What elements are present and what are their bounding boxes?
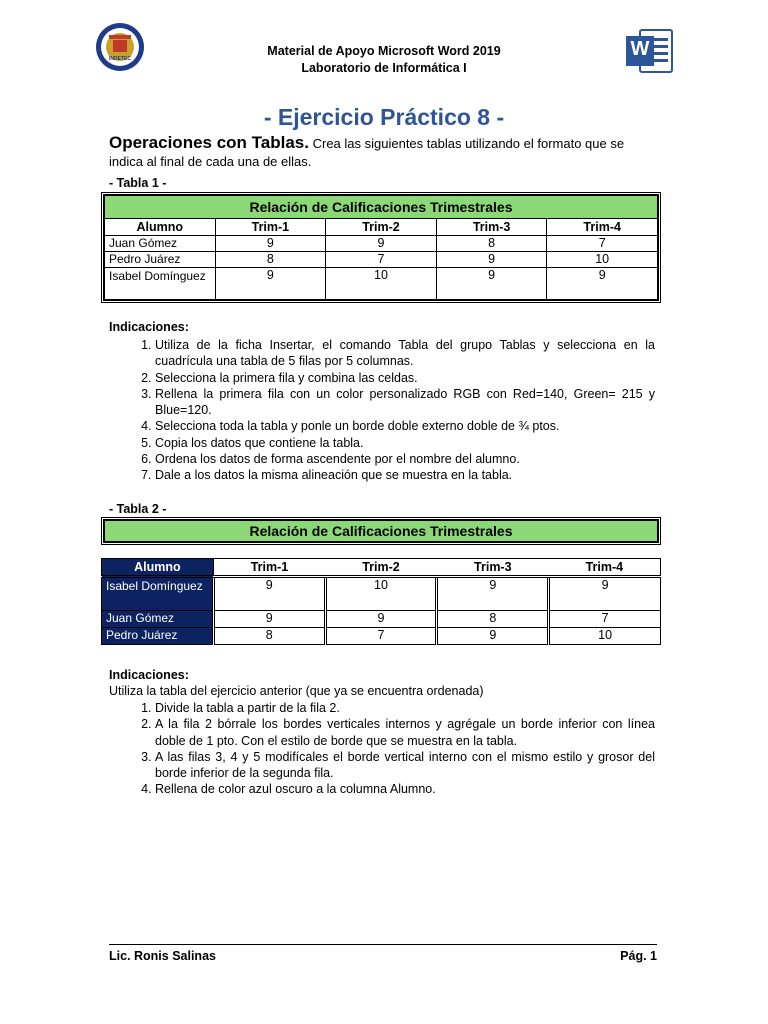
list-item: 2. A la fila 2 bórrale los bordes verticales internos y agrégale un borde inferior con línea doble de 1 pto. Con el estilo de borde que se muestra en la tabla. bbox=[155, 716, 655, 749]
list-item: 4. Rellena de color azul oscuro a la columna Alumno. bbox=[155, 781, 655, 797]
list-item: 6. Ordena los datos de forma ascendente por el nombre del alumno. bbox=[155, 451, 655, 467]
list-item: 3. A las filas 3, 4 y 5 modifícales el borde vertical interno con el mismo estilo y grosor del borde inferior de la segunda fila. bbox=[155, 749, 655, 782]
table-row bbox=[105, 252, 658, 268]
table1-header-cell: Trim-1 bbox=[215, 219, 326, 236]
grade-cell: 9 bbox=[213, 611, 325, 628]
list-item: 5. Copia los datos que contiene la tabla. bbox=[155, 435, 655, 451]
grade-cell: 9 bbox=[213, 577, 325, 611]
grade-cell: 9 bbox=[325, 611, 437, 628]
grade-cell: 9 bbox=[437, 577, 549, 611]
table1-header-cell: Alumno bbox=[105, 219, 216, 236]
grade-cell: 9 bbox=[547, 268, 658, 300]
table2-title-box bbox=[101, 517, 661, 545]
table2-header-cell: Trim-3 bbox=[437, 559, 549, 577]
grade-cell: 9 bbox=[436, 268, 547, 300]
table2-header-cell: Trim-1 bbox=[213, 559, 325, 577]
intro-paragraph bbox=[109, 134, 657, 171]
grade-cell: 9 bbox=[437, 628, 549, 645]
intro-lead: Operaciones con Tablas. bbox=[109, 133, 309, 152]
intro-text: Crea las siguientes tablas utilizando el formato que se indica al final de cada una de ellas. bbox=[109, 136, 625, 169]
list-item: 7. Dale a los datos la misma alineación que se muestra en la tabla. bbox=[155, 467, 655, 483]
table1-header-cell: Trim-2 bbox=[326, 219, 437, 236]
grade-cell: 8 bbox=[213, 628, 325, 645]
list-item: 2. Selecciona la primera fila y combina las celdas. bbox=[155, 370, 655, 386]
table2 bbox=[101, 558, 661, 645]
instructions2-intro: Utiliza la tabla del ejercicio anterior (que ya se encuentra ordenada) bbox=[109, 684, 484, 698]
table-row bbox=[105, 236, 658, 252]
grade-cell: 10 bbox=[326, 268, 437, 300]
student-name: Isabel Domínguez bbox=[102, 577, 214, 611]
table1 bbox=[101, 192, 661, 303]
student-name: Pedro Juárez bbox=[105, 252, 216, 268]
instructions1-heading: Indicaciones: bbox=[109, 320, 189, 334]
table1-title: Relación de Calificaciones Trimestrales bbox=[105, 196, 658, 219]
grade-cell: 8 bbox=[215, 252, 326, 268]
student-name: Pedro Juárez bbox=[102, 628, 214, 645]
table2-title: Relación de Calificaciones Trimestrales bbox=[105, 521, 658, 542]
grade-cell: 9 bbox=[549, 577, 661, 611]
grade-cell: 8 bbox=[437, 611, 549, 628]
table2-header-cell: Trim-4 bbox=[549, 559, 661, 577]
student-name: Isabel Domínguez bbox=[105, 268, 216, 300]
grade-cell: 7 bbox=[549, 611, 661, 628]
table1-header-cell: Trim-3 bbox=[436, 219, 547, 236]
grade-cell: 9 bbox=[215, 236, 326, 252]
grade-cell: 10 bbox=[547, 252, 658, 268]
word-icon-letter: W bbox=[630, 38, 650, 60]
footer-page-number: Pág. 1 bbox=[620, 949, 657, 963]
grade-cell: 10 bbox=[325, 577, 437, 611]
table2-header-cell: Alumno bbox=[102, 559, 214, 577]
student-name: Juan Gómez bbox=[102, 611, 214, 628]
list-item: 3. Rellena la primera fila con un color personalizado RGB con Red=140, Green= 215 y Blue=120. bbox=[155, 386, 655, 419]
table2-header-cell: Trim-2 bbox=[325, 559, 437, 577]
header-line-2: Laboratorio de Informática I bbox=[301, 61, 467, 75]
logo-text: INDETEC bbox=[109, 56, 131, 62]
grade-cell: 7 bbox=[326, 252, 437, 268]
list-item: 4. Selecciona toda la tabla y ponle un borde doble externo doble de ¾ ptos. bbox=[155, 418, 655, 434]
instructions1-list bbox=[109, 337, 655, 484]
grade-cell: 7 bbox=[547, 236, 658, 252]
footer-divider bbox=[109, 944, 657, 945]
grade-cell: 7 bbox=[325, 628, 437, 645]
table1-header-row bbox=[105, 219, 658, 236]
word-icon bbox=[626, 28, 674, 74]
table-row bbox=[102, 628, 661, 645]
footer-author: Lic. Ronis Salinas bbox=[109, 949, 216, 963]
grade-cell: 10 bbox=[549, 628, 661, 645]
instructions2-list bbox=[109, 700, 655, 798]
page-title: - Ejercicio Práctico 8 - bbox=[263, 104, 505, 130]
instructions2-heading: Indicaciones: bbox=[109, 668, 189, 682]
table2-header-row bbox=[102, 559, 661, 577]
grade-cell: 9 bbox=[215, 268, 326, 300]
list-item: 1. Utiliza de la ficha Insertar, el comando Tabla del grupo Tablas y selecciona en la cuadrícula una tabla de 5 filas por 5 columnas. bbox=[155, 337, 655, 370]
grade-cell: 8 bbox=[436, 236, 547, 252]
table-row bbox=[105, 268, 658, 300]
table1-header-cell: Trim-4 bbox=[547, 219, 658, 236]
table1-label: - Tabla 1 - bbox=[109, 176, 167, 190]
table-row bbox=[102, 577, 661, 611]
header-line-1: Material de Apoyo Microsoft Word 2019 bbox=[267, 44, 501, 58]
table-row bbox=[102, 611, 661, 628]
table2-label: - Tabla 2 - bbox=[109, 502, 167, 516]
grade-cell: 9 bbox=[436, 252, 547, 268]
grade-cell: 9 bbox=[326, 236, 437, 252]
list-item: 1. Divide la tabla a partir de la fila 2. bbox=[155, 700, 655, 716]
student-name: Juan Gómez bbox=[105, 236, 216, 252]
